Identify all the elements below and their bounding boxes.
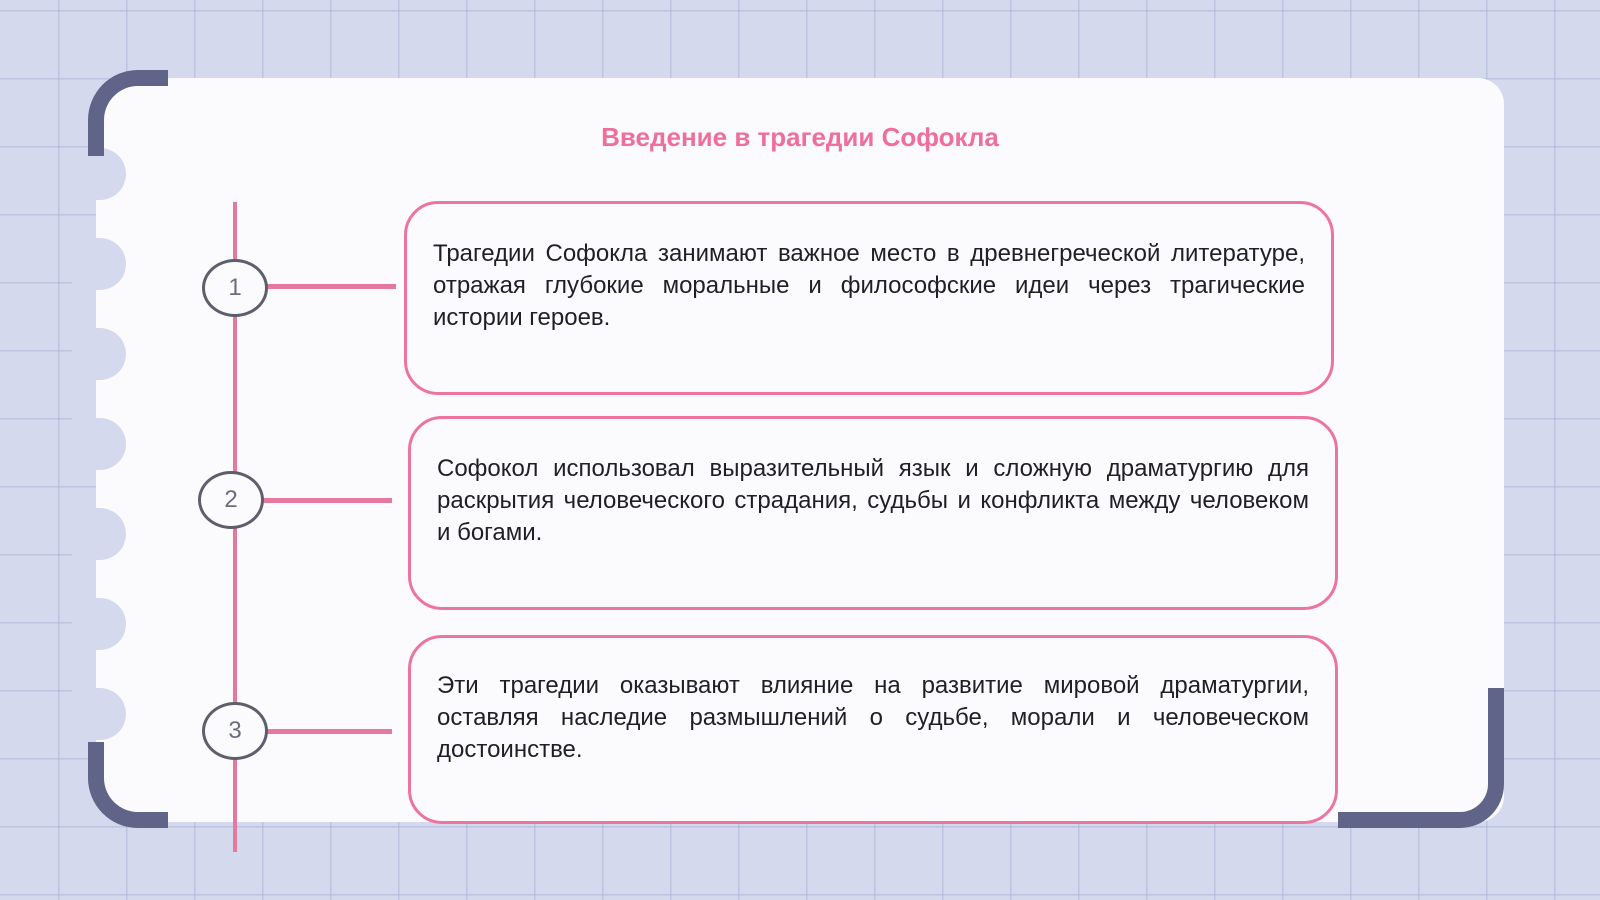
content-box-3 xyxy=(408,635,1338,824)
corner-bracket-bottom-left xyxy=(88,742,168,828)
slide-title: Введение в трагедии Софокла xyxy=(601,122,999,152)
corner-bracket-bottom-right xyxy=(1338,688,1504,828)
content-text-3: Эти трагедии оказывают влияние на развитие мировой драматургии, оставляя наследие размышлений о судьбе, морали и человеческом достоинстве. xyxy=(437,671,1309,763)
card-edge-notch xyxy=(72,508,126,560)
corner-bracket-top-left xyxy=(88,70,168,156)
card-edge-notch xyxy=(72,598,126,650)
step-number-1: 1 xyxy=(202,259,268,317)
card-edge-notch xyxy=(72,328,126,380)
step-number-2: 2 xyxy=(198,471,264,529)
card-edge-notch xyxy=(72,688,126,740)
content-text-2: Софокол использовал выразительный язык и сложную драматургию для раскрытия человеческого страдания, судьбы и конфликта между человеком и богами. xyxy=(437,455,1309,546)
card-edge-notch xyxy=(72,238,126,290)
timeline-connector xyxy=(266,729,392,734)
content-box-1 xyxy=(404,201,1334,395)
content-box-2 xyxy=(408,416,1338,610)
content-text-1: Трагедии Софокла занимают важное место в древнегреческой литературе, отражая глубокие моральные и философские идеи через трагические истории героев. xyxy=(433,240,1305,331)
timeline-connector xyxy=(262,498,392,503)
timeline-connector xyxy=(266,284,396,289)
card-edge-notch xyxy=(72,418,126,470)
step-number-3: 3 xyxy=(202,702,268,760)
